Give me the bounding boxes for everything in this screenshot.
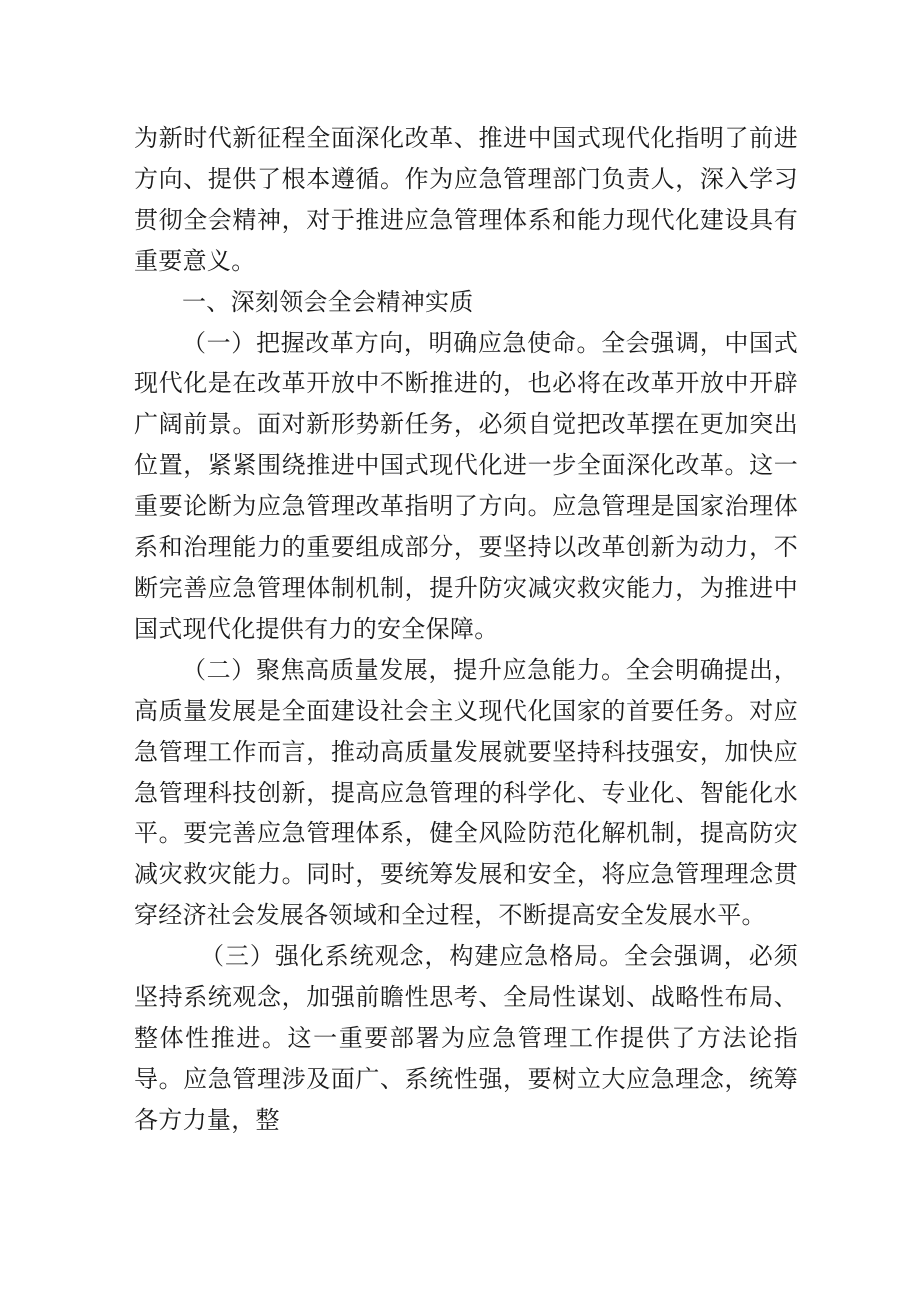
document-body bbox=[134, 118, 798, 1141]
paragraph-point-2: （二）聚焦高质量发展，提升应急能力。全会明确提出，高质量发展是全面建设社会主义现代化国家的首要任务。对应急管理工作而言，推动高质量发展就要坚持科技强安，加快应急管理科技创新，提高应急管理的科学化、专业化、智能化水平。要完善应急管理体系，健全风险防范化解机制，提高防灾减灾救灾能力。同时，要统筹发展和安全，将应急管理理念贯穿经济社会发展各领域和全过程，不断提高安全发展水平。 bbox=[134, 655, 798, 930]
section-heading-1: 一、深刻领会全会精神实质 bbox=[182, 287, 474, 316]
paragraph-point-3: （三）强化系统观念，构建应急格局。全会强调，必须坚持系统观念，加强前瞻性思考、全局性谋划、战略性布局、整体性推进。这一重要部署为应急管理工作提供了方法论指导。应急管理涉及面广、系统性强，要树立大应急理念，统筹各方力量，整 bbox=[134, 942, 798, 1134]
paragraph-point-1: （一）把握改革方向，明确应急使命。全会强调，中国式现代化是在改革开放中不断推进的，也必将在改革开放中开辟广阔前景。面对新形势新任务，必须自觉把改革摆在更加突出位置，紧紧围绕推进中国式现代化进一步全面深化改革。这一重要论断为应急管理改革指明了方向。应急管理是国家治理体系和治理能力的重要组成部分，要坚持以改革创新为动力，不断完善应急管理体制机制，提升防灾减灾救灾能力，为推进中国式现代化提供有力的安全保障。 bbox=[134, 328, 798, 643]
paragraph-intro-continuation: 为新时代新征程全面深化改革、推进中国式现代化指明了前进方向、提供了根本遵循。作为应急管理部门负责人，深入学习贯彻全会精神，对于推进应急管理体系和能力现代化建设具有重要意义。 bbox=[134, 124, 798, 275]
